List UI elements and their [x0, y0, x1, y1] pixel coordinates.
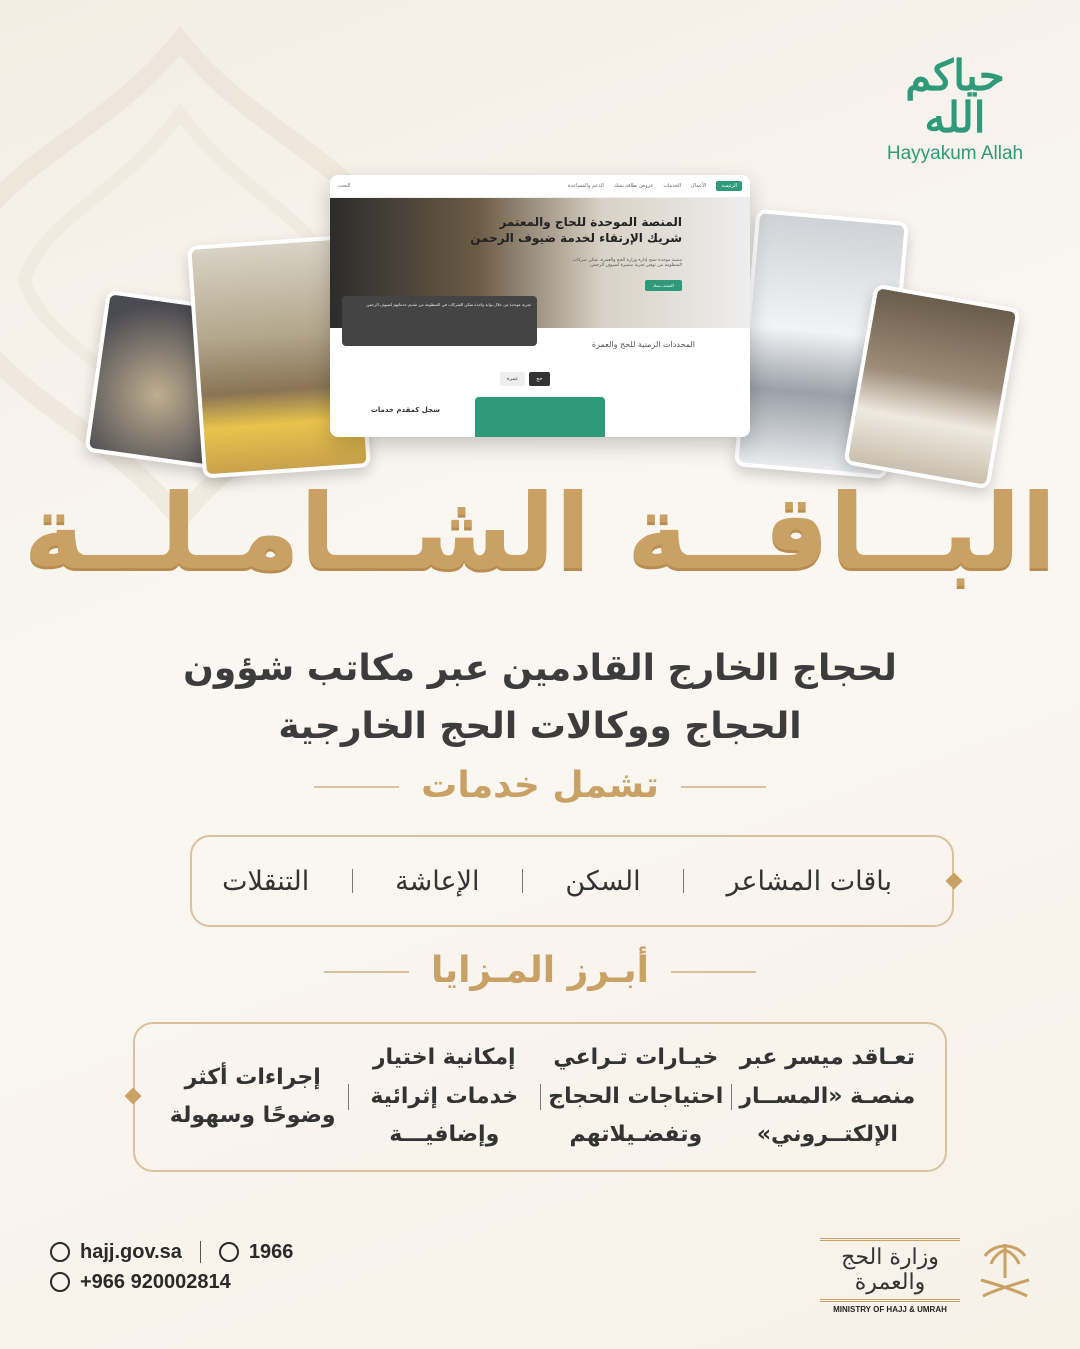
nav-support: الدعم والمساعدة: [567, 183, 604, 189]
logo-english: Hayyakum Allah: [886, 143, 1024, 164]
ministry-english: MINISTRY OF HAJJ & UMRAH: [833, 1305, 947, 1314]
services-box: [190, 835, 954, 927]
contact-info: [50, 1237, 293, 1297]
hero-subtitle: منصة موحدة تمنح إدارة وزارة الحج والعمرة، تمكن شركات المنظومة من توفير تجربة متميزة لضيوف الرحمن: [572, 258, 682, 268]
hero-mini-card: تجربة موحدة من خلال بوابة واحدة تمكن الشركات في المنظومة من تقديم خدماتهم لضيوف الرحمن: [342, 296, 537, 346]
hero-title-line2: شريك الإرتقاء لخدمة ضيوف الرحمن: [470, 231, 682, 246]
features-title-text: أبـرز المـزايا: [431, 950, 649, 991]
hotline-number[interactable]: 1966: [248, 1240, 294, 1263]
service-item: التنقلات: [222, 865, 310, 897]
phone-icon: [219, 1242, 239, 1262]
feature-item: إمكانية اختيار خدمات إثرائية وإضافيـــة: [370, 1045, 519, 1148]
hayyakum-allah-logo: [880, 51, 1030, 165]
services-title-text: تشمل خدمات: [421, 765, 659, 806]
phone-icon: [50, 1272, 70, 1292]
features-list: [160, 1024, 920, 1170]
phone-number[interactable]: +966 920002814: [80, 1270, 231, 1293]
screenshot-nav: [330, 175, 750, 198]
screenshot-hero: [330, 198, 750, 328]
feature-item: خيـارات تـراعي احتياجات الحجاج وتفضـيلاتهم: [548, 1045, 724, 1148]
nav-nusuk-card: عروض بطاقة نسك: [613, 183, 654, 189]
nav-business: الأعمال: [691, 183, 707, 189]
feature-item: تعـاقد ميسر عبر منصـة «المســار الإلكتــروني»: [739, 1045, 916, 1148]
diamond-ornament: [125, 1088, 142, 1105]
hero-title: [442, 214, 682, 246]
timeline-title: المحددات الزمنية للحج والعمرة: [591, 340, 695, 349]
palm-swords-emblem: [975, 1240, 1035, 1302]
green-card: [475, 397, 605, 437]
subheadline-line1: لحجاج الخارج القادمين عبر مكاتب شؤون: [183, 648, 897, 689]
ministry-arabic: وزارة الحج والعمرة: [820, 1238, 960, 1302]
services-title: [0, 765, 1080, 806]
subheadline-line2: الحجاج ووكالات الحج الخارجية: [278, 705, 802, 747]
website-screenshot: [330, 175, 750, 437]
services-list: [222, 837, 892, 925]
nav-search: البحث: [338, 183, 351, 189]
features-title: [0, 950, 1080, 991]
tab-umrah: عمرة: [500, 372, 525, 386]
service-item: الإعاشة: [395, 865, 480, 897]
features-box: [133, 1022, 947, 1172]
hero-title-line1: المنصة الموحدة للحاج والمعتمر: [499, 215, 682, 229]
main-headline: البــاقــة الشــامـلــة: [23, 471, 1057, 593]
hero-button: اكتشف نسك: [645, 280, 682, 291]
globe-icon: [50, 1242, 70, 1262]
service-item: السكن: [565, 865, 641, 897]
logo-arabic: حياكم الله: [905, 51, 1005, 142]
tab-hajj: حج: [529, 372, 549, 386]
ministry-logo: [820, 1238, 960, 1314]
timeline-tabs: [500, 372, 550, 386]
service-item: باقات المشاعر: [726, 865, 892, 897]
nav-services: الخدمات: [663, 183, 681, 189]
website-link[interactable]: hajj.gov.sa: [80, 1240, 182, 1263]
photo-pilgrim-walking: [843, 284, 1021, 490]
subheadline: [160, 640, 920, 755]
register-provider: سجل كمقدم خدمات: [370, 406, 440, 414]
feature-item: إجراءات أكثر وضوحًا وسهولة: [169, 1064, 336, 1128]
nav-home: الرئيسة: [716, 181, 742, 191]
diamond-ornament: [946, 873, 963, 890]
